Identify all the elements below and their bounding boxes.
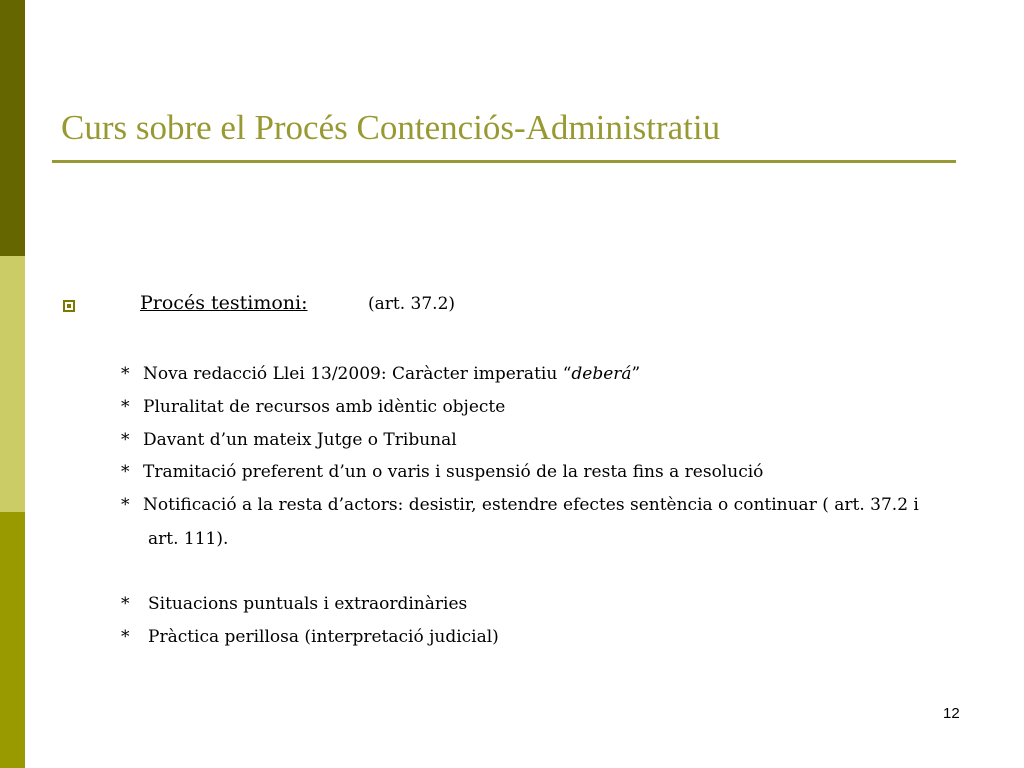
list-item-text: Pluralitat de recursos amb idèntic objecte bbox=[143, 397, 506, 417]
list-item bbox=[121, 397, 505, 417]
list-item bbox=[121, 594, 467, 614]
section-heading-title: Procés testimoni: bbox=[140, 292, 308, 314]
asterisk-bullet: * bbox=[121, 430, 130, 450]
sidebar-band-bottom bbox=[0, 512, 25, 768]
list-item bbox=[121, 430, 457, 450]
list-item-text: Pràctica perillosa (interpretació judicial) bbox=[148, 627, 499, 647]
list-item-text: Davant d’un mateix Jutge o Tribunal bbox=[143, 430, 457, 450]
section-heading bbox=[140, 292, 456, 314]
asterisk-bullet: * bbox=[121, 462, 130, 482]
asterisk-bullet: * bbox=[121, 364, 130, 384]
slide-title: Curs sobre el Procés Contenciós-Administratiu bbox=[61, 108, 721, 147]
asterisk-bullet: * bbox=[121, 627, 130, 647]
title-underline-rule bbox=[52, 160, 956, 163]
list-item-text: Tramitació preferent d’un o varis i suspensió de la resta fins a resolució bbox=[143, 462, 764, 482]
list-item-text: Situacions puntuals i extraordinàries bbox=[148, 594, 468, 614]
list-item-text: Nova redacció Llei 13/2009: Caràcter imperatiu “ bbox=[143, 364, 572, 384]
asterisk-bullet: * bbox=[121, 397, 130, 417]
list-item bbox=[121, 495, 919, 515]
section-heading-reference: (art. 37.2) bbox=[368, 294, 456, 314]
list-item bbox=[121, 462, 763, 482]
list-item-text: Notificació a la resta d’actors: desistir, estendre efectes sentència o continuar ( art. 37.2 i bbox=[143, 495, 919, 515]
list-item-continuation: art. 111). bbox=[148, 529, 229, 549]
list-item bbox=[121, 364, 640, 384]
asterisk-bullet: * bbox=[121, 495, 130, 515]
list-item-emphasis: deberá bbox=[571, 364, 632, 384]
square-bullet-icon bbox=[63, 300, 75, 312]
sidebar-band-middle bbox=[0, 256, 25, 512]
sidebar-band-top bbox=[0, 0, 25, 256]
list-item bbox=[121, 627, 499, 647]
asterisk-bullet: * bbox=[121, 594, 130, 614]
page-number: 12 bbox=[943, 705, 960, 722]
list-item-text-after: ” bbox=[631, 364, 641, 384]
